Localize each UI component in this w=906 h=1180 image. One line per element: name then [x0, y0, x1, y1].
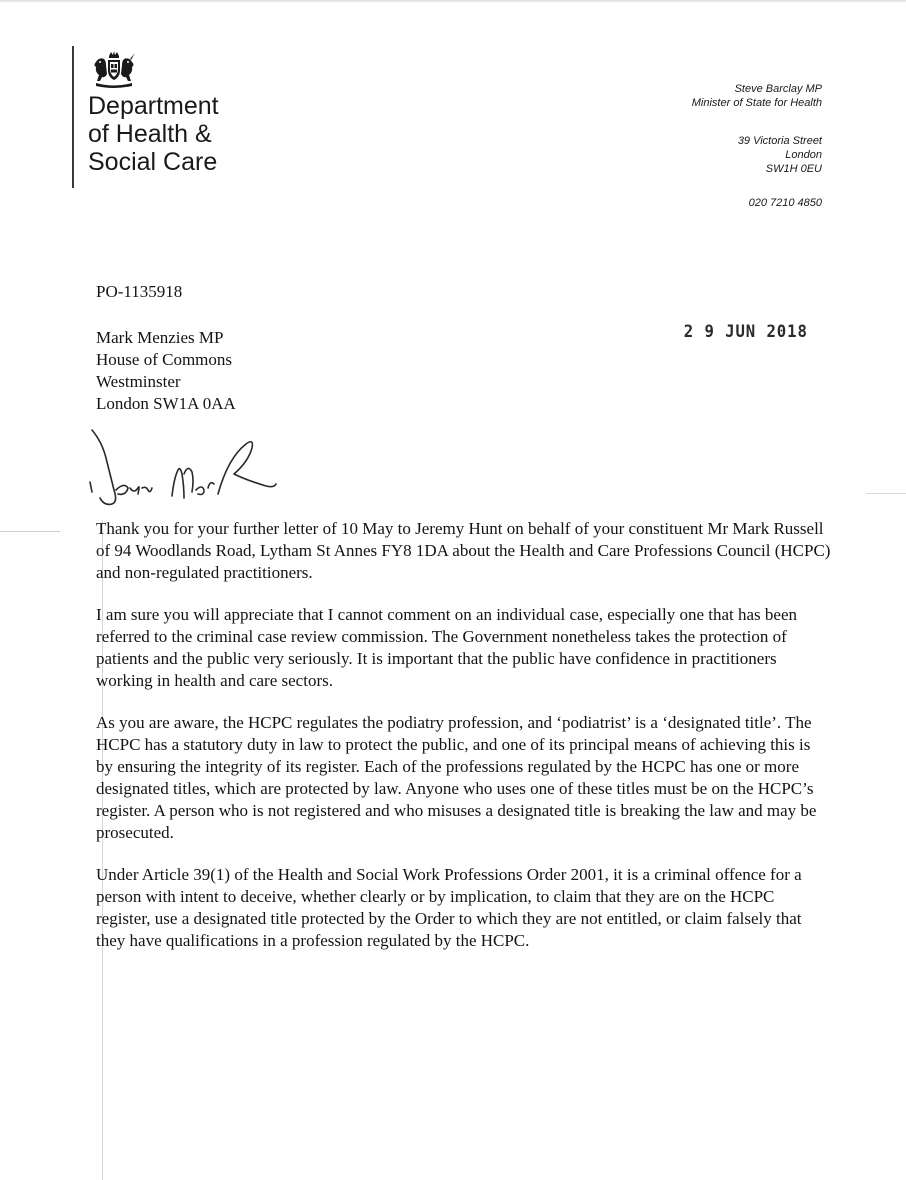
recipient-line-4: London SW1A 0AA [96, 394, 236, 413]
sender-phone: 020 7210 4850 [748, 197, 822, 209]
sender-address-line-3: SW1H 0EU [765, 163, 822, 175]
fold-mark-left [0, 531, 60, 532]
department-name-line-1: Department [88, 92, 219, 120]
body-paragraph-1: Thank you for your further letter of 10 May to Jeremy Hunt on behalf of your constituent Mr Mark Russell of 94 Woodlands Road, Lytham St Annes FY8 1DA about the Health and Care Professions Council (HCPC) and non-regulated practitioners. [96, 519, 831, 582]
handwritten-salutation [88, 428, 288, 518]
recipient-line-3: Westminster [96, 372, 181, 391]
letter-body [96, 518, 831, 972]
department-name-line-2: of Health & [88, 120, 212, 148]
recipient-line-2: House of Commons [96, 350, 232, 369]
sender-block [522, 82, 822, 210]
department-logo [72, 46, 308, 188]
sender-name: Steve Barclay MP [734, 83, 822, 95]
royal-coat-of-arms-icon [90, 50, 138, 88]
body-paragraph-4: Under Article 39(1) of the Health and Social Work Professions Order 2001, it is a criminal offence for a person with intent to deceive, whether clearly or by implication, to claim that they are on the HCPC register, use a designated title protected by the Order to which they are not entitled, or claim falsely that they have qualifications in a profession regulated by the HCPC. [96, 865, 802, 950]
body-paragraph-2: I am sure you will appreciate that I cannot comment on an individual case, especially one that has been referred to the criminal case review commission. The Government nonetheless takes the protection of patients and the public very seriously. It is important that the public have confidence in practitioners working in health and care sectors. [96, 605, 798, 690]
date-stamp: 2 9 JUN 2018 [683, 322, 808, 342]
department-name [88, 92, 308, 176]
sender-address-line-1: 39 Victoria Street [737, 135, 822, 147]
fold-mark-right [866, 493, 906, 494]
department-name-line-3: Social Care [88, 148, 218, 176]
reference-number: PO-1135918 [96, 282, 183, 301]
scan-edge [0, 0, 906, 3]
recipient-line-1: Mark Menzies MP [96, 328, 224, 347]
body-paragraph-3: As you are aware, the HCPC regulates the podiatry profession, and ‘podiatrist’ is a ‘designated title’. The HCPC has a statutory duty in law to protect the public, and one of its principal means of achieving this is by ensuring the integrity of its register. Each of the professions regulated by the HCPC has one or more designated titles, which are protected by law. Anyone who uses one of these titles must be on the HCPC’s register. A person who is not registered and who misuses a designated title is breaking the law and may be prosecuted. [96, 713, 817, 842]
recipient-address [96, 327, 236, 415]
sender-address-line-2: London [785, 149, 822, 161]
sender-role: Minister of State for Health [691, 97, 822, 109]
